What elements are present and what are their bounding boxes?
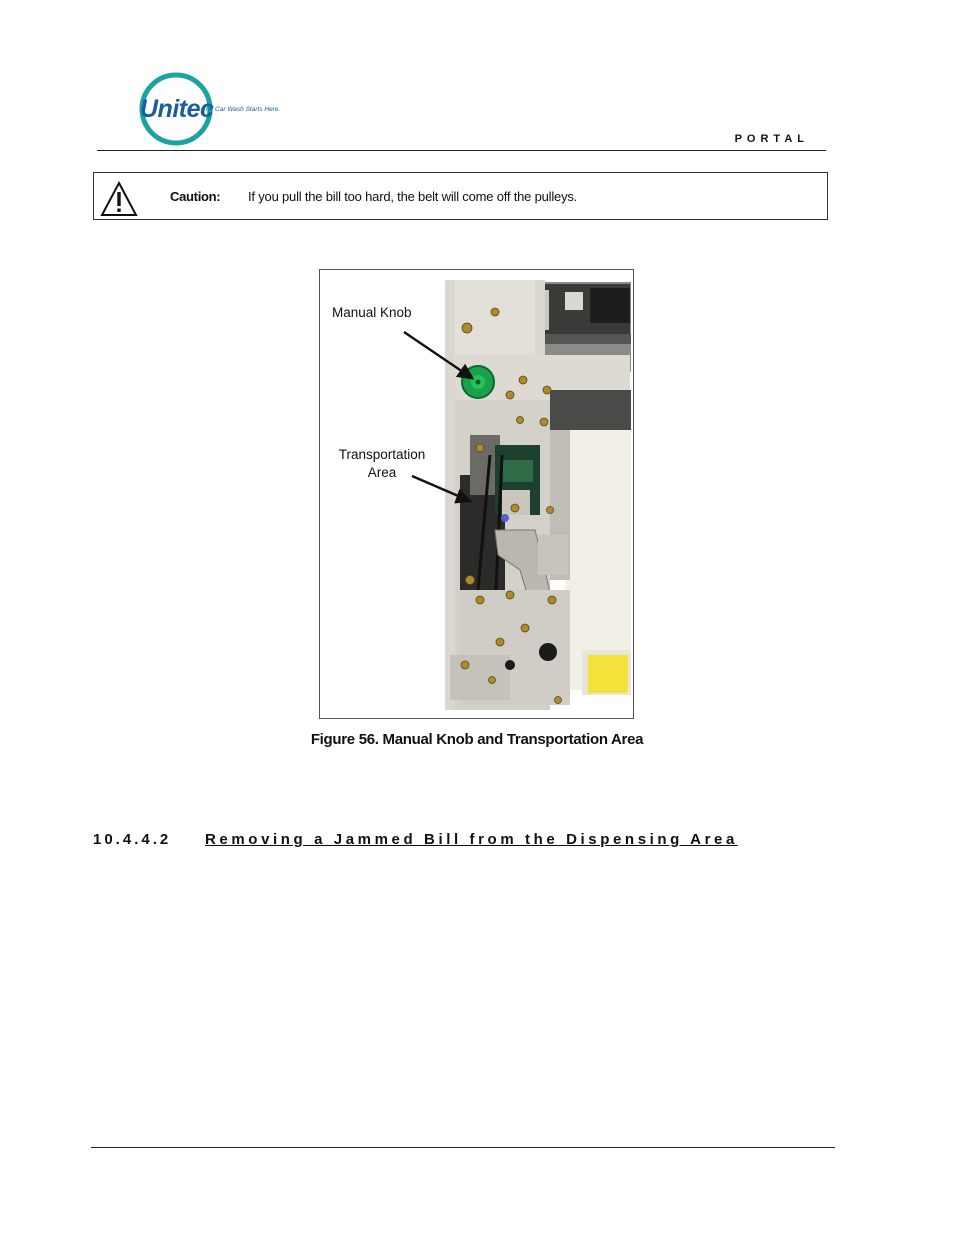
product-label: PORTAL [734, 133, 809, 145]
caution-text: If you pull the bill too hard, the belt will come off the pulleys. [248, 189, 578, 204]
warning-triangle-icon [100, 181, 138, 217]
company-logo [136, 72, 326, 150]
caution-label: Caution: [170, 189, 221, 204]
section-title: Removing a Jammed Bill from the Dispensing Area [205, 831, 738, 848]
figure-photo [319, 269, 634, 719]
figure-caption: Figure 56. Manual Knob and Transportation Area [310, 731, 644, 748]
brand-name: Unitec [140, 95, 214, 123]
callout-transport-line2: Area [367, 465, 397, 480]
callout-transport-line1: Transportation [338, 447, 426, 462]
footer-divider [91, 1147, 835, 1148]
brand-tagline: The Car Wash Starts Here. [202, 106, 281, 113]
header-divider [97, 150, 826, 151]
callout-manual-knob: Manual Knob [332, 305, 412, 320]
caution-notice [93, 172, 828, 220]
section-number: 10.4.4.2 [93, 831, 172, 848]
dispenser-illustration [320, 270, 634, 719]
callout-transportation-area [332, 446, 432, 482]
